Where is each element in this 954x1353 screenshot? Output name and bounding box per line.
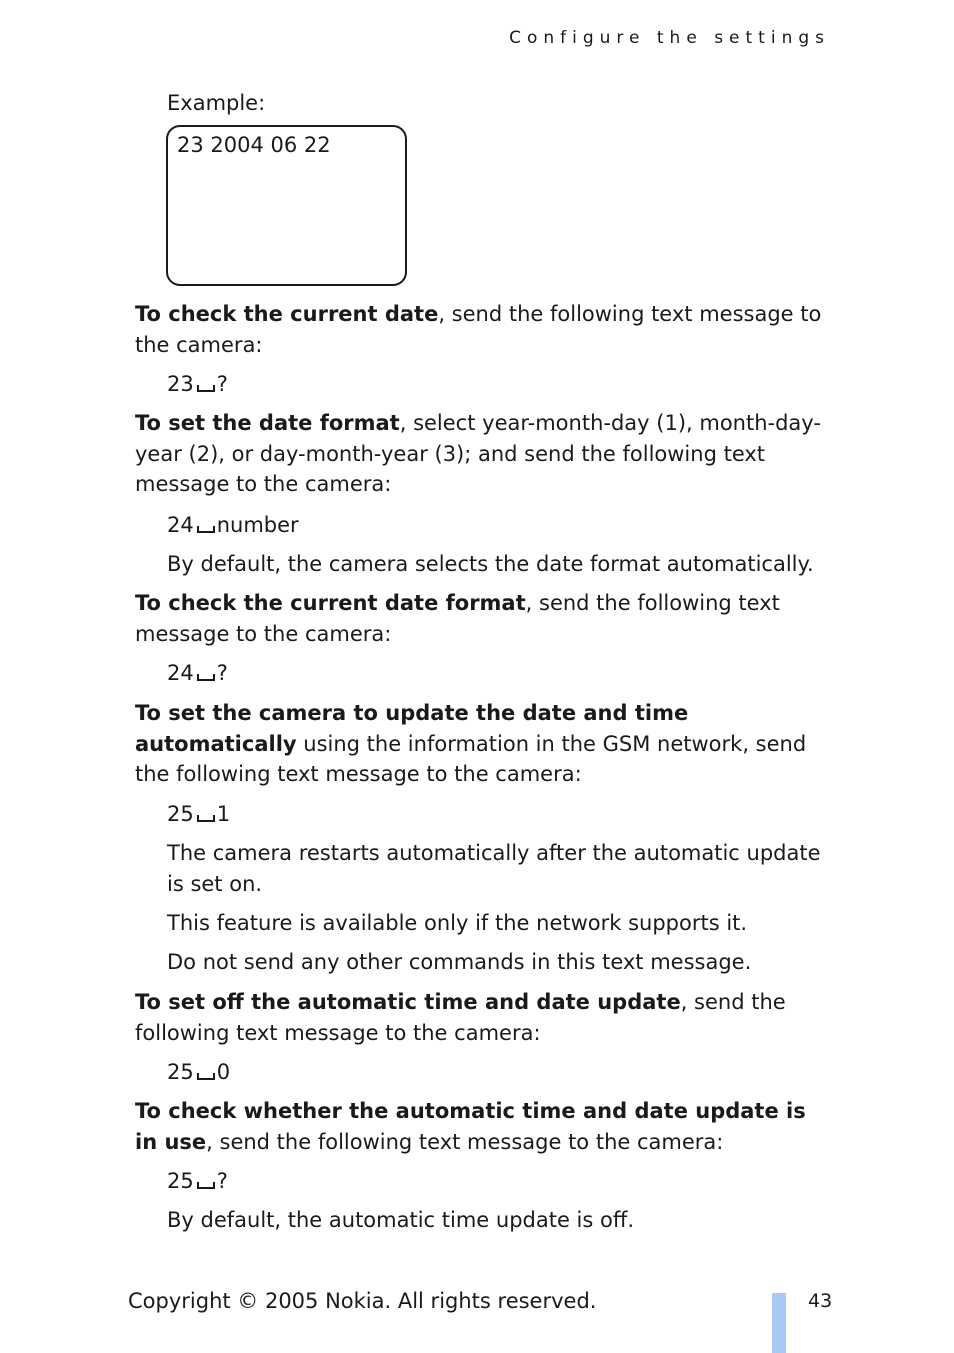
command-argument: 0 — [216, 1060, 231, 1084]
running-header: Configure the settings — [509, 28, 830, 48]
command-argument: ? — [216, 661, 228, 685]
phone-screen-example — [166, 125, 407, 286]
command-argument: ? — [216, 372, 228, 396]
sms-command — [167, 1166, 835, 1197]
instruction-text: using the information in the GSM network, send the following text message to the camera: — [135, 731, 807, 786]
instruction-heading: To set the camera to update the date and time automatically — [135, 701, 689, 756]
example-label: Example: — [167, 91, 266, 115]
command-code: 24 — [167, 513, 194, 537]
note-text: The camera restarts automatically after the automatic update is set on. — [167, 841, 821, 896]
instruction-heading: To check the current date — [135, 302, 439, 326]
note-text: By default, the camera selects the date format automatically. — [167, 552, 814, 576]
command-code: 25 — [167, 1060, 194, 1084]
space-key-icon — [197, 674, 215, 681]
instruction-paragraph — [135, 299, 835, 360]
note-text: By default, the automatic time update is off. — [167, 1208, 634, 1232]
space-key-icon — [197, 815, 215, 822]
instruction-text: , send the following text message to the camera: — [206, 1129, 724, 1154]
instruction-text: , send the following text message to the camera: — [135, 990, 786, 1045]
space-key-icon — [197, 526, 215, 533]
space-key-icon — [197, 385, 215, 392]
sms-command — [167, 658, 835, 689]
page-number: 43 — [808, 1290, 833, 1312]
command-code: 23 — [167, 372, 194, 396]
space-key-icon — [197, 1073, 215, 1080]
instruction-text: , send the following text message to the camera: — [135, 302, 822, 357]
command-code: 24 — [167, 661, 194, 685]
instruction-heading: To set the date format — [135, 411, 400, 435]
instruction-paragraph — [135, 987, 835, 1048]
sms-command — [167, 799, 835, 830]
instruction-paragraph — [135, 588, 835, 649]
sms-command — [167, 369, 835, 400]
note-text: Do not send any other commands in this text message. — [167, 950, 752, 974]
instruction-paragraph — [135, 698, 835, 790]
space-key-icon — [197, 1182, 215, 1189]
screen-text: 23 2004 06 22 — [177, 133, 331, 157]
instruction-paragraph — [135, 408, 835, 500]
instruction-paragraph — [135, 1096, 835, 1157]
sms-command — [167, 510, 835, 541]
page-tab-marker — [772, 1293, 786, 1353]
copyright-notice: Copyright © 2005 Nokia. All rights reserved. — [128, 1289, 597, 1313]
note-text: This feature is available only if the network supports it. — [167, 911, 748, 935]
command-argument: 1 — [216, 802, 231, 826]
command-code: 25 — [167, 1169, 194, 1193]
instruction-text: , send the following text message to the camera: — [135, 591, 780, 646]
command-argument: number — [216, 513, 299, 537]
instruction-heading: To check the current date format — [135, 591, 526, 615]
command-argument: ? — [216, 1169, 228, 1193]
instruction-text: , select year-month-day (1), month-day-year (2), or day-month-year (3); and send the following text message to the camera: — [135, 411, 821, 496]
sms-command — [167, 1057, 835, 1088]
instruction-heading: To set off the automatic time and date update — [135, 990, 681, 1014]
instruction-heading: To check whether the automatic time and date update is in use — [135, 1099, 806, 1154]
command-code: 25 — [167, 802, 194, 826]
